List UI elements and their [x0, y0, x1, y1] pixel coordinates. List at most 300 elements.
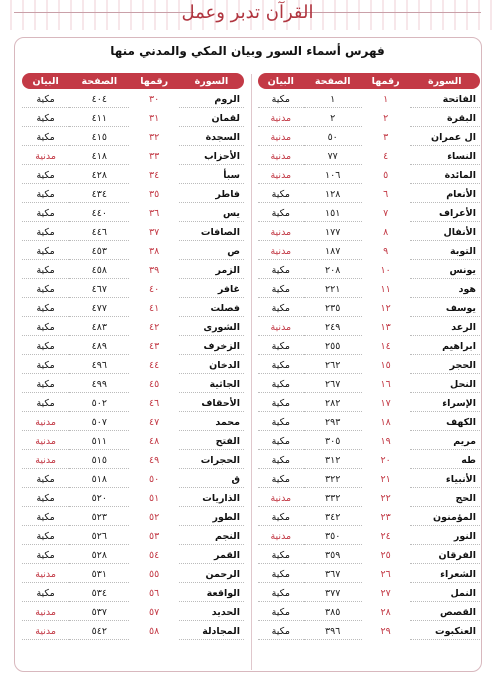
revelation-type-cell: مكية [258, 91, 304, 108]
table-row [258, 566, 480, 583]
surah-number-cell: ١٣ [380, 322, 391, 333]
table-row [258, 300, 480, 317]
revelation-type-cell: مكية [22, 395, 69, 412]
revelation-type-cell: مكية [258, 186, 304, 203]
page-number-cell: ٥٣١ [69, 566, 129, 583]
surah-name-cell: ص [179, 243, 244, 260]
surah-name-cell: لقمان [179, 110, 244, 127]
page-number-cell: ٥٠٢ [69, 395, 129, 412]
surah-name-cell: الحجرات [179, 452, 244, 469]
surah-number-cell: ٥٨ [149, 626, 160, 637]
surah-number-cell: ٢٤ [380, 531, 391, 542]
surah-name-cell: الأنعام [410, 186, 480, 203]
surah-name-cell: فصلت [179, 300, 244, 317]
surah-number-cell: ٢١ [380, 474, 391, 485]
surah-number-cell: ٢٦ [380, 569, 391, 580]
table-row [22, 167, 244, 184]
revelation-type-cell: مكية [22, 471, 69, 488]
table-row [258, 91, 480, 108]
page-number-cell: ٢ [304, 110, 362, 127]
page-number-cell: ٤٦٧ [69, 281, 129, 298]
surah-name-cell: الطور [179, 509, 244, 526]
page-number-cell: ٣٢٢ [304, 471, 362, 488]
surah-table-right [258, 71, 480, 642]
surah-number-cell: ١٧ [380, 398, 391, 409]
surah-name-cell: الصافات [179, 224, 244, 241]
table-row [258, 623, 480, 640]
page-number-cell: ٤٥٨ [69, 262, 129, 279]
surah-number-cell: ٣٩ [149, 265, 160, 276]
surah-name-cell: محمد [179, 414, 244, 431]
revelation-type-cell: مكية [22, 357, 69, 374]
surah-number-cell: ١٠ [380, 265, 391, 276]
surah-name-cell: الدخان [179, 357, 244, 374]
col-number-header: رقمها [362, 73, 410, 89]
page-number-cell: ٤٨٩ [69, 338, 129, 355]
page-number-cell: ٧٧ [304, 148, 362, 165]
surah-number-cell: ٣٣ [149, 151, 160, 162]
page-number-cell: ٤٤٠ [69, 205, 129, 222]
surah-number-cell: ٣ [383, 132, 389, 143]
revelation-type-cell: مكية [22, 300, 69, 317]
page-number-cell: ١٢٨ [304, 186, 362, 203]
revelation-type-cell: مكية [22, 281, 69, 298]
revelation-type-cell: مدنية [258, 167, 304, 184]
page-number-cell: ٥٤٢ [69, 623, 129, 640]
revelation-type-cell: مدنية [22, 148, 69, 165]
table-row [22, 91, 244, 108]
table-row [22, 319, 244, 336]
page-number-cell: ٥٠٧ [69, 414, 129, 431]
surah-number-cell: ٥ [383, 170, 389, 181]
revelation-type-cell: مكية [22, 338, 69, 355]
page-number-cell: ٥٢٣ [69, 509, 129, 526]
surah-number-cell: ٤١ [149, 303, 160, 314]
table-row [258, 186, 480, 203]
surah-number-cell: ٢٠ [380, 455, 391, 466]
table-row [258, 357, 480, 374]
col-type-header: البيان [258, 73, 304, 89]
page-number-cell: ٣١٢ [304, 452, 362, 469]
surah-name-cell: غافر [179, 281, 244, 298]
surah-number-cell: ١١ [380, 284, 391, 295]
table-row [22, 224, 244, 241]
revelation-type-cell: مكية [22, 319, 69, 336]
table-row [22, 376, 244, 393]
revelation-type-cell: مكية [22, 129, 69, 146]
surah-name-cell: يوسف [410, 300, 480, 317]
page-number-cell: ٤٣٤ [69, 186, 129, 203]
table-body [258, 91, 480, 640]
surah-name-cell: الحجر [410, 357, 480, 374]
table-header [258, 73, 480, 89]
surah-name-cell: الرحمن [179, 566, 244, 583]
revelation-type-cell: مدنية [22, 414, 69, 431]
revelation-type-cell: مكية [258, 205, 304, 222]
revelation-type-cell: مكية [258, 395, 304, 412]
table-row [258, 129, 480, 146]
table-row [22, 129, 244, 146]
table-row [258, 376, 480, 393]
surah-name-cell: القصص [410, 604, 480, 621]
revelation-type-cell: مدنية [258, 490, 304, 507]
revelation-type-cell: مكية [258, 566, 304, 583]
page-number-cell: ٥٢٦ [69, 528, 129, 545]
surah-number-cell: ٤٦ [149, 398, 160, 409]
revelation-type-cell: مكية [22, 509, 69, 526]
page-number-cell: ٣٥٩ [304, 547, 362, 564]
table-row [22, 585, 244, 602]
table-row [22, 566, 244, 583]
revelation-type-cell: مدنية [22, 604, 69, 621]
table-row [258, 243, 480, 260]
page-number-cell: ٣٧٧ [304, 585, 362, 602]
page-number-cell: ١٠٦ [304, 167, 362, 184]
revelation-type-cell: مدنية [22, 623, 69, 640]
surah-number-cell: ٤٧ [149, 417, 160, 428]
surah-number-cell: ٤٨ [149, 436, 160, 447]
surah-name-cell: الشعراء [410, 566, 480, 583]
page-number-cell: ٥٣٧ [69, 604, 129, 621]
surah-number-cell: ٥٢ [149, 512, 160, 523]
table-row [22, 452, 244, 469]
page-number-cell: ٤٥٣ [69, 243, 129, 260]
revelation-type-cell: مكية [258, 452, 304, 469]
col-surah-header: السورة [179, 73, 244, 89]
surah-table-left [22, 71, 244, 642]
page-number-cell: ٤٨٣ [69, 319, 129, 336]
revelation-type-cell: مكية [258, 376, 304, 393]
surah-number-cell: ٧ [383, 208, 389, 219]
page-number-cell: ٥١٨ [69, 471, 129, 488]
surah-name-cell: السجدة [179, 129, 244, 146]
table-row [258, 148, 480, 165]
revelation-type-cell: مكية [258, 414, 304, 431]
revelation-type-cell: مكية [22, 167, 69, 184]
table-row [258, 262, 480, 279]
surah-number-cell: ٢٧ [380, 588, 391, 599]
table-row [258, 585, 480, 602]
revelation-type-cell: مكية [258, 585, 304, 602]
page-number-cell: ٤٩٩ [69, 376, 129, 393]
surah-name-cell: الواقعة [179, 585, 244, 602]
table-row [258, 414, 480, 431]
surah-name-cell: الزمر [179, 262, 244, 279]
page-number-cell: ٥١١ [69, 433, 129, 450]
table-row [22, 490, 244, 507]
page-number-cell: ٤٠٤ [69, 91, 129, 108]
revelation-type-cell: مكية [258, 623, 304, 640]
revelation-type-cell: مكية [22, 205, 69, 222]
table-row [22, 528, 244, 545]
page-number-cell: ٥٢٠ [69, 490, 129, 507]
surah-name-cell: البقرة [410, 110, 480, 127]
table-body [22, 91, 244, 640]
table-row [22, 623, 244, 640]
surah-name-cell: الكهف [410, 414, 480, 431]
surah-number-cell: ٥٠ [149, 474, 160, 485]
surah-name-cell: النمل [410, 585, 480, 602]
surah-name-cell: التوبة [410, 243, 480, 260]
revelation-type-cell: مكية [22, 490, 69, 507]
table-row [258, 528, 480, 545]
table-row [22, 357, 244, 374]
table-row [258, 433, 480, 450]
page-number-cell: ٣٠٥ [304, 433, 362, 450]
page-number-cell: ٣٦٧ [304, 566, 362, 583]
table-row [258, 452, 480, 469]
page-number-cell: ٥٣٤ [69, 585, 129, 602]
header-row [22, 73, 244, 89]
surah-name-cell: مريم [410, 433, 480, 450]
surah-number-cell: ٣٨ [149, 246, 160, 257]
surah-number-cell: ٣٦ [149, 208, 160, 219]
surah-number-cell: ٣١ [149, 113, 160, 124]
page-number-cell: ٢٩٣ [304, 414, 362, 431]
surah-name-cell: الأحزاب [179, 148, 244, 165]
table-header [22, 73, 244, 89]
table-row [258, 490, 480, 507]
page-banner [0, 0, 495, 26]
col-surah-header: السورة [410, 73, 480, 89]
page-number-cell: ٢٢١ [304, 281, 362, 298]
surah-number-cell: ٢٥ [380, 550, 391, 561]
surah-number-cell: ٤ [383, 151, 389, 162]
surah-name-cell: سبأ [179, 167, 244, 184]
page-number-cell: ٣٣٢ [304, 490, 362, 507]
surah-number-cell: ١٢ [380, 303, 391, 314]
page-number-cell: ٢٤٩ [304, 319, 362, 336]
revelation-type-cell: مكية [258, 262, 304, 279]
page-number-cell: ٤٤٦ [69, 224, 129, 241]
surah-name-cell: الإسراء [410, 395, 480, 412]
table-row [258, 471, 480, 488]
revelation-type-cell: مكية [258, 357, 304, 374]
revelation-type-cell: مدنية [258, 129, 304, 146]
surah-name-cell: ابراهيم [410, 338, 480, 355]
surah-name-cell: الذاريات [179, 490, 244, 507]
surah-name-cell: المجادلة [179, 623, 244, 640]
table-row [22, 110, 244, 127]
page-number-cell: ٥١٥ [69, 452, 129, 469]
table-row [22, 338, 244, 355]
revelation-type-cell: مدنية [258, 319, 304, 336]
column-separator [251, 74, 252, 670]
surah-number-cell: ٣٠ [149, 94, 160, 105]
surah-number-cell: ٨ [383, 227, 389, 238]
page-number-cell: ٢٦٢ [304, 357, 362, 374]
table-row [22, 262, 244, 279]
page-number-cell: ٥٠ [304, 129, 362, 146]
table-row [258, 604, 480, 621]
surah-name-cell: هود [410, 281, 480, 298]
page-number-cell: ٢٥٥ [304, 338, 362, 355]
surah-number-cell: ٣٥ [149, 189, 160, 200]
table-row [258, 110, 480, 127]
page-number-cell: ٣٩٦ [304, 623, 362, 640]
table-row [22, 433, 244, 450]
table-row [22, 414, 244, 431]
surah-number-cell: ٣٢ [149, 132, 160, 143]
surah-number-cell: ٤٩ [149, 455, 160, 466]
surah-name-cell: القمر [179, 547, 244, 564]
page-number-cell: ٢٣٥ [304, 300, 362, 317]
table-row [258, 205, 480, 222]
revelation-type-cell: مدنية [258, 148, 304, 165]
revelation-type-cell: مكية [22, 91, 69, 108]
surah-name-cell: يونس [410, 262, 480, 279]
revelation-type-cell: مدنية [258, 224, 304, 241]
table-row [258, 547, 480, 564]
surah-name-cell: المؤمنون [410, 509, 480, 526]
surah-name-cell: الشورى [179, 319, 244, 336]
surah-name-cell: الأنفال [410, 224, 480, 241]
revelation-type-cell: مكية [22, 547, 69, 564]
revelation-type-cell: مكية [22, 376, 69, 393]
surah-number-cell: ٣٧ [149, 227, 160, 238]
surah-name-cell: النور [410, 528, 480, 545]
page-number-cell: ٢٠٨ [304, 262, 362, 279]
page-number-cell: ٤٩٦ [69, 357, 129, 374]
table-row [22, 395, 244, 412]
page-number-cell: ٢٨٢ [304, 395, 362, 412]
table-row [258, 509, 480, 526]
surah-number-cell: ١٨ [380, 417, 391, 428]
surah-name-cell: النساء [410, 148, 480, 165]
table-row [258, 224, 480, 241]
table-row [258, 338, 480, 355]
page-number-cell: ٤٢٨ [69, 167, 129, 184]
revelation-type-cell: مكية [22, 224, 69, 241]
banner-title: القرآن تدبر وعمل [181, 2, 314, 23]
page-number-cell: ٤٧٧ [69, 300, 129, 317]
page-number-cell: ١٥١ [304, 205, 362, 222]
surah-name-cell: الروم [179, 91, 244, 108]
surah-number-cell: ٥٣ [149, 531, 160, 542]
surah-name-cell: الجاثية [179, 376, 244, 393]
table-row [258, 395, 480, 412]
surah-number-cell: ١٤ [380, 341, 391, 352]
surah-name-cell: الفتح [179, 433, 244, 450]
revelation-type-cell: مدنية [22, 566, 69, 583]
revelation-type-cell: مكية [258, 281, 304, 298]
surah-number-cell: ٣٤ [149, 170, 160, 181]
surah-name-cell: الحديد [179, 604, 244, 621]
surah-name-cell: النحل [410, 376, 480, 393]
surah-number-cell: ٥٥ [149, 569, 160, 580]
surah-name-cell: الزخرف [179, 338, 244, 355]
surah-number-cell: ٤٤ [149, 360, 160, 371]
surah-number-cell: ٢٩ [380, 626, 391, 637]
surah-number-cell: ١٦ [380, 379, 391, 390]
table-row [22, 471, 244, 488]
page-number-cell: ٢٦٧ [304, 376, 362, 393]
surah-number-cell: ٤٠ [149, 284, 160, 295]
surah-name-cell: يس [179, 205, 244, 222]
surah-number-cell: ٤٥ [149, 379, 160, 390]
col-type-header: البيان [22, 73, 69, 89]
surah-number-cell: ٦ [383, 189, 389, 200]
page-number-cell: ١٨٧ [304, 243, 362, 260]
revelation-type-cell: مكية [22, 243, 69, 260]
page-number-cell: ١٧٧ [304, 224, 362, 241]
surah-name-cell: الأحقاف [179, 395, 244, 412]
revelation-type-cell: مكية [22, 262, 69, 279]
table-row [22, 281, 244, 298]
surah-number-cell: ٥١ [149, 493, 160, 504]
header-row [258, 73, 480, 89]
table-row [258, 281, 480, 298]
surah-number-cell: ١٩ [380, 436, 391, 447]
page-number-cell: ٤١٥ [69, 129, 129, 146]
page-heading: فهرس أسماء السور وبيان المكي والمدني منها [110, 44, 385, 58]
surah-number-cell: ١ [383, 94, 389, 105]
revelation-type-cell: مكية [22, 110, 69, 127]
revelation-type-cell: مكية [258, 509, 304, 526]
revelation-type-cell: مدنية [22, 452, 69, 469]
surah-name-cell: الأعراف [410, 205, 480, 222]
surah-name-cell: ال عمران [410, 129, 480, 146]
col-number-header: رقمها [129, 73, 178, 89]
surah-name-cell: الرعد [410, 319, 480, 336]
page-number-cell: ٣٥٠ [304, 528, 362, 545]
table-row [22, 243, 244, 260]
surah-number-cell: ٥٤ [149, 550, 160, 561]
revelation-type-cell: مدنية [258, 243, 304, 260]
revelation-type-cell: مدنية [258, 110, 304, 127]
revelation-type-cell: مكية [258, 338, 304, 355]
revelation-type-cell: مكية [258, 433, 304, 450]
surah-number-cell: ٩ [383, 246, 389, 257]
surah-number-cell: ٤٢ [149, 322, 160, 333]
surah-number-cell: ١٥ [380, 360, 391, 371]
revelation-type-cell: مدنية [22, 433, 69, 450]
surah-name-cell: طه [410, 452, 480, 469]
revelation-type-cell: مكية [258, 604, 304, 621]
surah-number-cell: ٢٢ [380, 493, 391, 504]
page-number-cell: ٣٨٥ [304, 604, 362, 621]
table-row [258, 167, 480, 184]
surah-name-cell: المائدة [410, 167, 480, 184]
surah-number-cell: ٢٣ [380, 512, 391, 523]
col-page-header: الصفحة [69, 73, 129, 89]
table-row [22, 186, 244, 203]
revelation-type-cell: مكية [22, 528, 69, 545]
page-number-cell: ٤١٨ [69, 148, 129, 165]
table-row [22, 205, 244, 222]
surah-number-cell: ٤٣ [149, 341, 160, 352]
revelation-type-cell: مكية [258, 300, 304, 317]
surah-name-cell: فاطر [179, 186, 244, 203]
revelation-type-cell: مكية [258, 547, 304, 564]
table-row [258, 319, 480, 336]
surah-name-cell: الأنبياء [410, 471, 480, 488]
surah-name-cell: الحج [410, 490, 480, 507]
surah-number-cell: ٢ [383, 113, 389, 124]
page-number-cell: ١ [304, 91, 362, 108]
revelation-type-cell: مكية [22, 585, 69, 602]
page-number-cell: ٥٢٨ [69, 547, 129, 564]
col-page-header: الصفحة [304, 73, 362, 89]
page-number-cell: ٤١١ [69, 110, 129, 127]
surah-number-cell: ٢٨ [380, 607, 391, 618]
surah-number-cell: ٥٧ [149, 607, 160, 618]
revelation-type-cell: مدنية [258, 528, 304, 545]
table-row [22, 148, 244, 165]
surah-name-cell: النجم [179, 528, 244, 545]
surah-name-cell: الفرقان [410, 547, 480, 564]
page-number-cell: ٣٤٢ [304, 509, 362, 526]
